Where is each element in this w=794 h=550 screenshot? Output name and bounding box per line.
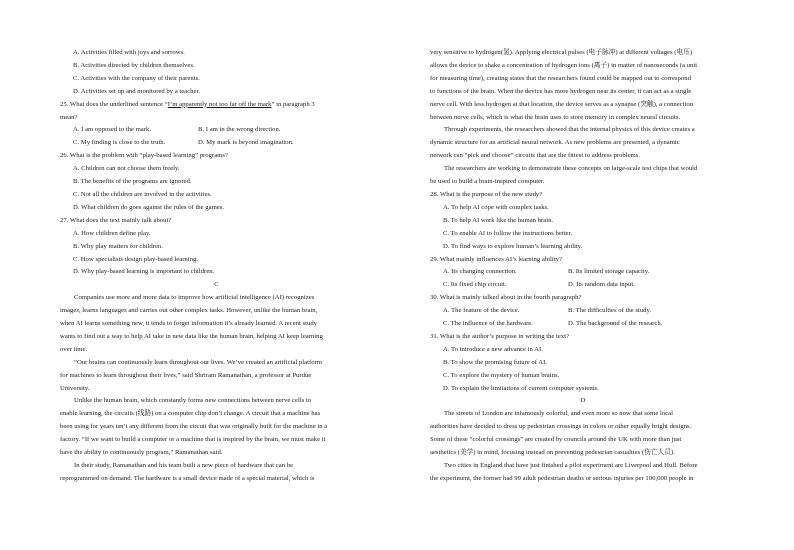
q28-option-c: C. To enable AI to follow the instructions better. [443,229,573,237]
q30-option-c: C. The influence of the hardware. [443,320,533,328]
q25-options-row1 [60,124,373,137]
q30-option-a: A. The feature of the device. [443,307,520,315]
q25-stem-line2: mean? [60,113,78,121]
q26-option-a: A. Children can not choose them freely. [73,165,180,173]
passage-line: have the ability to continuously program,” Ramanathan said. [60,449,223,457]
q24-option-b: B. Activities directed by children themselves. [73,61,195,69]
q28-option-a: A. To help AI cope with complex tasks. [443,203,549,211]
passage-line: been using for years isn’t any different from the circuit that was originally built for the machine in a [60,423,328,431]
passage-line: for measuring time), creating states that the researchers found could be mapped out to correspond [430,74,691,82]
q27-option-c: C. How specialists design play-based learning. [73,255,198,263]
q29-option-d: D. Its random data input. [568,281,635,289]
passage-c-paragraph-1 [60,292,373,357]
passage-line: In their study, Ramanathan and his team built a new piece of hardware that can be [74,462,294,469]
q29-options-row1 [430,266,736,279]
passage-line: “Our brains can continuously learn throughout our lives. We’ve created an artificial platform [74,358,322,366]
section-c-heading: C [214,281,219,289]
passage-line: aesthetics (美学) in mind, focusing instead on preventing pedestrian casualties (伤亡人员). [430,449,675,457]
passage-line: network can “pick and choose” circuits that are the fittest to address problems. [430,152,641,160]
passage-c-paragraph-4-continued [430,47,736,124]
q29-option-c: C. Its fixed chip circuit. [443,281,507,289]
q28-option-d: D. To find ways to explore human’s learning ability. [443,242,583,250]
q29-options-row2 [430,279,736,292]
q26-option-c: C. Not all the children are involved in the activities. [73,190,212,198]
passage-line: dynamic structure for an artificial neural network. As new problems are presented, a dynamic [430,139,680,147]
passage-line: between nerve cells, which is what the brain uses to store memory in complex neural circuits. [430,113,681,121]
q25-option-d: D. My mark is beyond imagination. [198,139,294,147]
q31-option-d: D. To explain the limitations of current computer systems. [443,384,599,392]
passage-c-paragraph-3 [60,395,373,460]
left-column [60,47,373,486]
passage-line: The streets of London are infamously colorful, and even more so now that some local [444,410,673,418]
passage-c-paragraph-2 [60,357,373,396]
passage-line: reprogrammed on demand. The hardware is a small device made of a special material, which is [60,474,315,482]
passage-line: over time. [60,345,88,353]
passage-line: enable learning, the circuits (线路) on a computer chip don’t change. A circuit that a machine has [60,410,321,418]
passage-line: factory. “If we want to build a computer or a machine that is inspired by the brain, we must make it [60,436,326,444]
q30-option-d: D. The background of the research. [568,320,663,328]
q31-option-b: B. To show the promising future of AI. [443,358,547,366]
passage-line: allows the device to shake a concentration of hydrogen ions (离子) in matter of nanoseconds (a unit [430,61,698,69]
section-d-heading: D [580,397,586,405]
q30-option-b: B. The difficulties of the study. [568,307,652,315]
q26-option-b: B. The benefits of the programs are ignored. [73,178,192,186]
q30-stem: 30. What is mainly talked about in the fourth paragraph? [430,294,582,302]
right-column [430,47,736,486]
passage-d-paragraph-1 [430,408,736,460]
q27-stem: 27. What does the text mainly talk about? [60,216,172,224]
q29-stem: 29. What mainly influences AI’s learning ability? [430,255,562,263]
passage-line: be used to build a brain-inspired computer. [430,178,545,186]
q29-option-a: A. Its changing connection. [443,268,517,276]
passage-line: Some of these “colorful crossings” are created by councils around the UK with more than just [430,436,682,444]
passage-line: nerve cell. With less hydrogen at that location, the device serves as a synapse (突触), a connection [430,100,694,108]
q26-stem: 26. What is the problem with “play-based learning” programs? [60,152,228,160]
q25-stem-post: ” in paragraph 3 [271,100,315,108]
q31-option-a: A. To introduce a new advance in AI. [443,345,543,353]
passage-line: images, learns languages and carries out other complex tasks. However, unlike the human brain, [60,307,318,315]
passage-d-paragraph-2 [430,460,736,486]
passage-line: Unlike the human brain, which constantly forms new connections between nerve cells to [74,397,312,405]
passage-c-paragraph-4 [60,460,373,486]
q25-stem-pre: 25. What does the underlined sentence “ [60,100,168,108]
q28-stem: 28. What is the purpose of the new study? [430,190,543,198]
q30-options-row2 [430,318,736,331]
passage-line: authorities have decided to dress up pedestrian crossings in colors or other equally bright designs. [430,423,692,431]
q26-option-d: D. What children do goes against the rules of the games. [73,203,225,211]
q27-option-b: B. Why play matters for children. [73,242,163,250]
passage-line: wants to find out a way to help AI take in new data like the human brain, helping AI keep learning [60,332,323,340]
passage-line: to functions of the brain. When the device has more hydrogen near its center, it can act as a single [430,87,692,95]
passage-c-paragraph-6 [430,163,736,189]
q25-option-b: B. I am in the wrong direction. [198,126,281,134]
q25-options-row2 [60,137,373,150]
q24-option-c: C. Activities with the company of their parents. [73,74,200,82]
passage-line: University. [60,384,90,392]
q28-option-b: B. To help AI work like the human brain. [443,216,554,224]
passage-line: for machines to learn throughout their lives,” said Shriram Ramanathan, a professor at Purdue [60,371,312,379]
q31-stem: 31. What is the author’s purpose in writing the text? [430,332,570,340]
passage-line: the experiment, the former had 99 adult pedestrian deaths or serious injuries per 100,000 people in [430,474,694,482]
passage-line: Two cities in England that have just finished a pilot experiment are Liverpool and Hull. Before [444,462,698,469]
passage-line: Through experiments, the researchers showed that the internal physics of this device creates a [444,126,695,134]
passage-line: The researchers are working to demonstrate these concepts on large-scale test chips that would [444,165,698,173]
q25-underlined-sentence: I’m apparently not too far off the mark [167,100,272,108]
q29-option-b: B. Its limited storage capacity. [568,268,650,276]
q30-options-row1 [430,305,736,318]
q24-option-a: A. Activities filled with joys and sorrows. [73,49,185,56]
passage-line: when AI learns something new, it tends to forget information it’s already learned. A recent study [60,320,318,328]
q25-option-a: A. I am opposed to the mark. [73,126,152,134]
q25-stem [60,99,373,112]
q27-option-a: A. How children define play. [73,229,151,237]
q25-option-c: C. My finding is close to the truth. [73,139,166,147]
q27-option-d: D. Why play-based learning is important to children. [73,268,215,276]
passage-c-paragraph-5 [430,124,736,163]
passage-line: very sensitive to hydrogen(氢). Applying electrical pulses (电子脉冲) at different voltages (电压) [430,49,693,56]
passage-line: Companies use more and more data to improve how artificial intelligence (AI) recognizes [74,294,315,302]
q31-option-c: C. To explore the mystery of human brains. [443,371,560,379]
q24-option-d: D. Activities set up and monitored by a teacher. [73,87,201,95]
